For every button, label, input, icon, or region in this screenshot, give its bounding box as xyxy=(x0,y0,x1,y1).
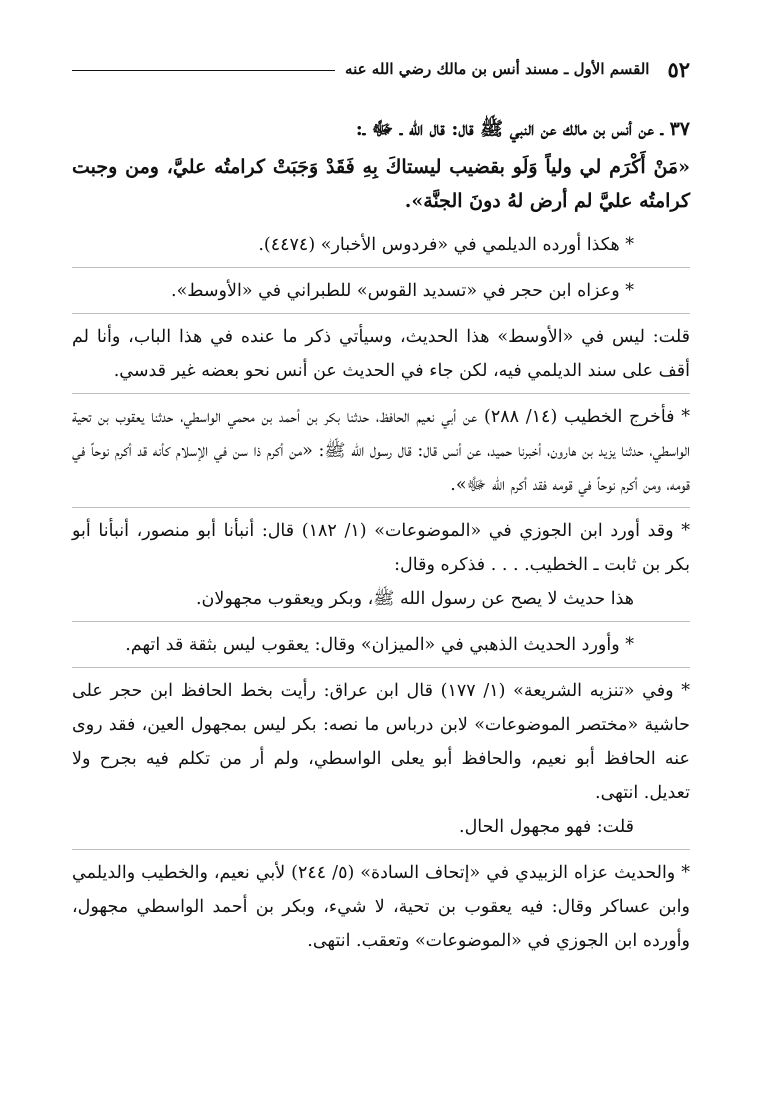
separator xyxy=(72,667,690,668)
paragraph-quote: هذا حديث لا يصح عن رسول الله ﷺ، وبكر ويعقوب مجهولان. xyxy=(195,589,634,609)
page-number: ٥٢ xyxy=(667,56,690,82)
running-title: القسم الأول ـ مسند أنس بن مالك رضي الله عنه xyxy=(345,60,650,78)
separator xyxy=(72,267,690,268)
paragraph-ibn-jawzi: * وقد أورد ابن الجوزي في «الموضوعات» (١/ ١٨٢) قال: أنبأنا أبو منصور، أنبأنا أبو بكر بن ثابت ـ الخطيب. . . . فذكره وقال: xyxy=(72,521,690,575)
paragraph-qultu-majhul: قلت: فهو مجهول الحال. xyxy=(459,817,634,837)
separator xyxy=(72,849,690,850)
hadith-heading: ٣٧ ـ عن أنس بن مالك عن النبي ﷺ قال: قال الله ـ ﷻ ـ: xyxy=(355,118,690,140)
separator xyxy=(72,621,690,622)
paragraph-qultu-awsat: قلت: ليس في «الأوسط» هذا الحديث، وسيأتي ذكر ما عنده في هذا الباب، وأنا لم أقف على سند الديلمي فيه، لكن جاء في الحديث عن أنس نحو بعضه غير قدسي. xyxy=(72,327,690,381)
paragraph-dailami: * هكذا أورده الديلمي في «فردوس الأخبار» (٤٤٧٤). xyxy=(258,235,634,255)
separator xyxy=(72,393,690,394)
paragraph-dhahabi: * وأورد الحديث الذهبي في «الميزان» وقال: يعقوب ليس بثقة قد اتهم. xyxy=(125,635,634,655)
paragraph-ibn-hajar: * وعزاه ابن حجر في «تسديد القوس» للطبراني في «الأوسط». xyxy=(171,281,634,301)
book-page xyxy=(72,52,690,958)
page-header xyxy=(72,52,690,86)
hadith-text: «مَنْ أَكْرَم لي ولياً وَلَو بقضيب ليستاكَ بِهِ فَقَدْ وَجَبَتْ كرامتُه عليَّ، ومن وجبت كرامتُه عليَّ لم أرض لهُ دونَ الجنَّة». xyxy=(72,156,690,212)
separator xyxy=(72,507,690,508)
separator xyxy=(72,313,690,314)
paragraph-zabidi: * والحديث عزاه الزبيدي في «إتحاف السادة» (٥/ ٢٤٤) لأبي نعيم، والخطيب والديلمي وابن عساكر وقال: فيه يعقوب بن تحية، لا شيء، وبكر بن أحمد الواسطي مجهول، وأورده ابن الجوزي في «الموضوعات» وتعقب. انتهى. xyxy=(72,863,690,951)
paragraph-khatib: * فأخرج الخطيب (١٤/ ٢٨٨) عن أبي نعيم الحافظ، حدثنا بكر بن أحمد بن محمي الواسطي، حدثنا يعقوب بن تحية الواسطي، حدثنا يزيد بن هارون، أخبرنا حميد، عن أنس قال: قال رسول الله ﷺ: «من أكرم ذا سن في الإسلام كأنه قد أكرم نوحاً في قومه، ومن أكرم نوحاً في قومه فقد أكرم الله ﷻ». xyxy=(72,407,690,495)
header-rule xyxy=(72,70,335,71)
paragraph-tanzih: * وفي «تنزيه الشريعة» (١/ ١٧٧) قال ابن عراق: رأيت بخط الحافظ ابن حجر على حاشية «مختصر الموضوعات» لابن درباس ما نصه: بكر ليس بمجهول العين، فقد روى عنه الحافظ أبو نعيم، والحافظ أبو يعلى الواسطي، ولم أر من تكلم فيه بجرح ولا تعديل. انتهى. xyxy=(72,681,690,803)
